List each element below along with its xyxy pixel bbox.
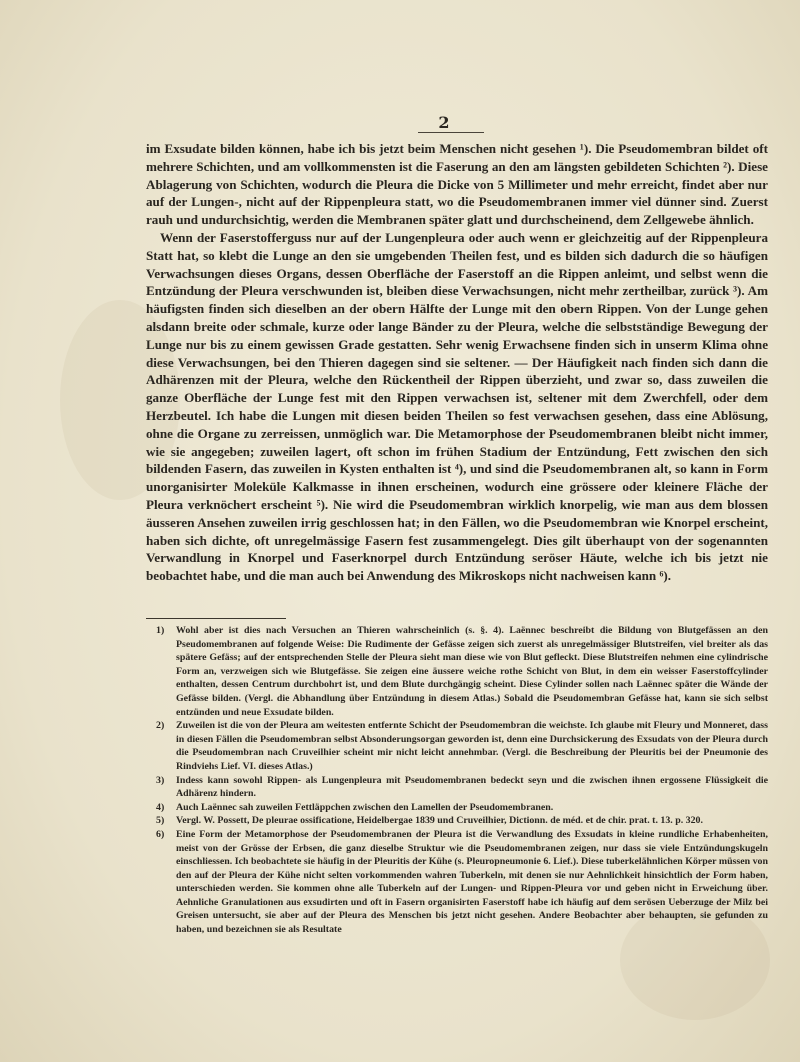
main-text xyxy=(146,140,768,585)
footnotes xyxy=(156,624,768,937)
footnote-text: Wohl aber ist dies nach Versuchen an Thieren wahrscheinlich (s. §. 4). Laënnec beschreibt die Bildung von Blutgefässen an den Pseudomembranen auf folgende Weise: Die Rudimente der Gefässe zeigen sich zuerst als unregelmässiger Blutstreifen, viel breiter als das spätere Gefäss; auf der entsprechenden Stelle der Pleura sieht man diese wie von Blut gefleckt. Diese Blutstreifen nehmen eine cylindrische Form an, verzweigen sich wie Blutgefässe. Sie zeigen eine äussere weiche rothe Schicht von Blut, in dem ein weisser Faserstoffcylinder enthalten, dessen Centrum durchbohrt ist, und dem Blute durchgängig scheint. Diese Cylinder sollen nach Laënnec später die Wände der Gefässe bilden. (Vergl. die Abhandlung über Entzündung in diesem Atlas.) Sobald die Pseudomembran Gefässe hat, kann sie sich selbst entzünden und neue Exsudate bilden. xyxy=(176,625,768,718)
footnote-separator xyxy=(146,618,286,619)
footnote xyxy=(156,801,768,815)
page-number: 2 xyxy=(438,113,450,132)
footnote-text: Zuweilen ist die von der Pleura am weitesten entfernte Schicht der Pseudomembran die weichste. Ich glaube mit Fleury und Monneret, dass in diesen Fällen die Pseudomembran selbst Absonderungsorgan geworden ist, denn eine Durchsickerung des Exsudats von der Pleura durch die Pseudomembran nach Cruveilhier scheint mir nicht leicht annehmbar. (Vergl. die Beschreibung der Pleuritis bei der Pneumonie des Rindviehs Lief. VI. dieses Atlas.) xyxy=(176,720,768,772)
footnote-number: 2) xyxy=(156,720,165,732)
footnote xyxy=(156,719,768,773)
paragraph: Wenn der Faserstofferguss nur auf der Lungenpleura oder auch wenn er gleichzeitig auf der Rippenpleura Statt hat, so klebt die Lunge an den sie umgebenden Theilen fest, und es bilden sich dadurch die so häufigen Verwachsungen dieses Organs, dessen Oberfläche der Faserstoff an die Rippen anleimt, und selbst wenn die Entzündung der Pleura verschwunden ist, bleiben diese Verwachsungen, nicht mehr zertheilbar, zurück ³). Am häufigsten finden sich dieselben an der obern Hälfte der Lunge mit den obern Rippen. Von der Lunge gehen alsdann breite oder schmale, kurze oder lange Bänder zu der Pleura, welche die selbstständige Bewegung der Lunge nur bis zu einem gewissen Grade gestatten. Sehr wenig Erwachsene finden sich in unserm Klima ohne diese Verwachsungen, bei den Thieren dagegen sind sie seltener. — Der Häufigkeit nach finden sich dann die Adhärenzen mit der Pleura, welche den Rückentheil der Rippen überzieht, und zwar so, dass zuweilen die ganze Oberfläche der Lunge fest mit den Rippen verwachsen ist, seltener mit dem Zwerchfell, oder dem Herzbeutel. Ich habe die Lungen mit diesen beiden Theilen so fest verwachsen gesehen, dass eine Ablösung, ohne die Organe zu zerreissen, unmöglich war. Die Metamorphose der Pseudomembranen bleibt nicht immer, wie sie angegeben; zuweilen lagert, oft schon im frühen Stadium der Entzündung, Fett zwischen den sich bildenden Fasern, das zuweilen in Kysten enthalten ist ⁴), und sind die Pseudomembranen alt, so kann in Form unorganisirter Moleküle Kalkmasse in ihnen erscheinen, wodurch eine grössere oder kleinere Fläche der Pleura verknöchert erscheint ⁵). Nie wird die Pseudomembran wirklich knorpelig, wie man aus dem blossen äusseren Ansehen zuweilen irrig geschlossen hat; in den Fällen, wo die Pseudomembran wie Knorpel erscheint, haben sich dichte, oft unregelmässige Fasern fest zusammengelegt. Dies gilt überhaupt von der sogenannten Verwandlung in Knorpel und Faserknorpel durch Entzündung seröser Häute, welche ich bis jetzt nie beobachtet habe, und die man auch bei Anwendung des Mikroskops nicht nachweisen kann ⁶). xyxy=(146,229,768,584)
paragraph: im Exsudate bilden können, habe ich bis jetzt beim Menschen nicht gesehen ¹). Die Pseudomembran bildet oft mehrere Schichten, und am vollkommensten ist die Faserung an den am längsten gebildeten Schichten ²). Diese Ablagerung von Schichten, wodurch die Pleura die Dicke von 5 Millimeter und mehr erreicht, findet aber nur auf der Lungen-, nicht auf der Rippenpleura statt, wo die Pseudomembranen immer viel dünner sind. Zuerst rauh und undurchsichtig, werden die Membranen später glatt und durchscheinend, dem Zellgewebe ähnlich. xyxy=(146,141,768,228)
footnote-number: 6) xyxy=(156,828,165,840)
footnote xyxy=(156,814,768,828)
footnote xyxy=(156,774,768,801)
footnote-number: 3) xyxy=(156,774,165,786)
footnote-text: Auch Laënnec sah zuweilen Fettläppchen zwischen den Lamellen der Pseudomembranen. xyxy=(176,801,554,813)
footnote-text: Indess kann sowohl Rippen- als Lungenpleura mit Pseudomembranen bedeckt seyn und die zwischen ihnen ergossene Flüssigkeit die Adhärenz hindern. xyxy=(176,774,768,800)
footnote-text: Eine Form der Metamorphose der Pseudomembranen der Pleura ist die Verwandlung des Exsudats in kleine rundliche Erhabenheiten, meist von der Grösse der Erbsen, die ganz dieselbe Struktur wie die Pseudomembranen zeigen, nur dass sie viele Entzündungskugeln einschliessen. Ich beobachtete sie häufig in der Pleuritis der Kühe (s. Pleuropneumonie 6. Lief.). Diese tuberkelähnlichen Körper müssen von den auf der Pleura der Kühe nicht selten vorkommenden wahren Tuberkeln, mit denen sie nur Aehnlichkeit hinsichtlich der Form haben, unterschieden werden. Sie kommen ohne alle Tuberkeln auf der Lungen- und Rippen-Pleura vor und geben nicht in Erweichung über. Aehnliche Granulationen aus exsudirten und oft in Fasern organisirten Faserstoff habe ich häufig auf dem serösen Ueberzuge der Milz bei Greisen untersucht, sie aber auf der Pleura des Menschen bis jetzt nicht gesehen. Andere Beobachter aber behaupten, sie gefunden zu haben, und bezeichnen sie als Resultate xyxy=(176,828,768,936)
footnote-text: Vergl. W. Possett, De pleurae ossificatione, Heidelbergae 1839 und Cruveilhier, Dictionn. de méd. et de chir. prat. t. 13. p. 320. xyxy=(176,815,703,827)
footnote xyxy=(156,828,768,937)
footnote-number: 4) xyxy=(156,801,165,813)
footnote-number: 1) xyxy=(156,625,165,636)
footnote-number: 5) xyxy=(156,815,165,827)
footnote xyxy=(156,624,768,719)
page-number-rule xyxy=(418,132,484,133)
